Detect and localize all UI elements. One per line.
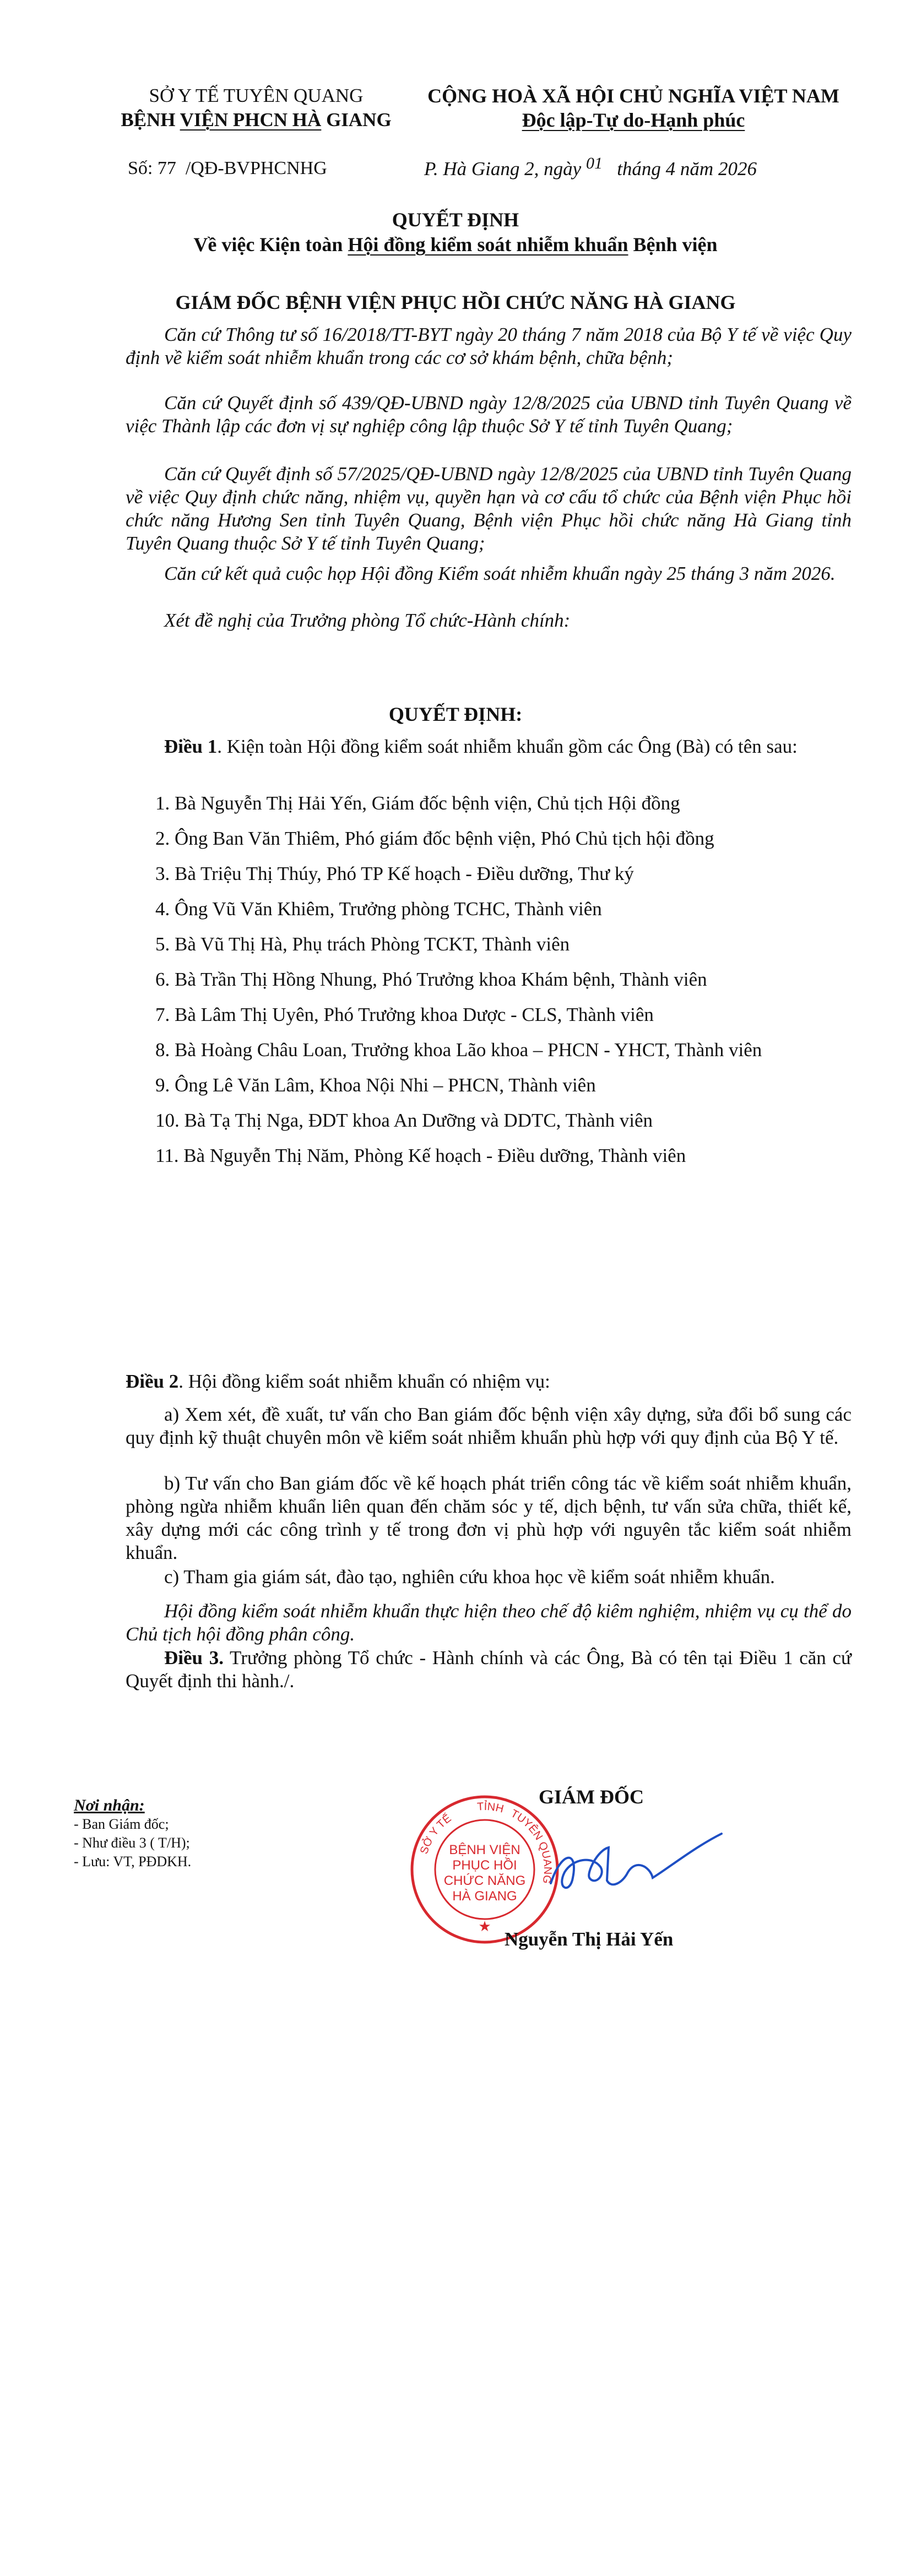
member-list-item: 3. Bà Triệu Thị Thúy, Phó TP Kế hoạch - Điều dưỡng, Thư ký <box>155 863 634 884</box>
member-list-item: 5. Bà Vũ Thị Hà, Phụ trách Phòng TCKT, Thành viên <box>155 933 570 955</box>
stamp-ring-right: TUYÊN QUANG <box>508 1807 554 1885</box>
stamp-ring-top: TỈNH <box>476 1800 505 1816</box>
article-2-item-a: a) Xem xét, đề xuất, tư vấn cho Ban giám đốc bệnh viện xây dựng, sửa đổi bổ sung các quy định kỹ thuật chuyên môn về kiểm soát nhiễm khuẩn phù hợp với quy định của Bộ Y tế. <box>126 1404 852 1448</box>
signer-name: Nguyễn Thị Hải Yến <box>505 1928 674 1950</box>
stamp-star-icon: ★ <box>478 1919 491 1934</box>
signer-title: GIÁM ĐỐC <box>539 1786 644 1808</box>
article-2-note: Hội đồng kiểm soát nhiễm khuẩn thực hiện theo chế độ kiêm nghiệm, nhiệm vụ cụ thể do Chủ tịch hội đồng phân công. <box>126 1600 852 1645</box>
national-header <box>408 84 859 132</box>
preamble-item: Căn cứ Thông tư số 16/2018/TT-BYT ngày 20 tháng 7 năm 2018 của Bộ Y tế về việc Quy định về kiểm soát nhiễm khuẩn trong các cơ sở khám bệnh, chữa bệnh; <box>126 324 852 368</box>
document-date: P. Hà Giang 2, ngày 01 tháng 4 năm 2026 <box>424 154 757 180</box>
issuer-parent-org: SỞ Y TẾ TUYÊN QUANG <box>149 85 364 106</box>
member-list-item: 9. Ông Lê Văn Lâm, Khoa Nội Nhi – PHCN, Thành viên <box>155 1074 596 1096</box>
stamp-line: HÀ GIANG <box>452 1889 517 1904</box>
official-stamp-icon <box>408 1792 562 1947</box>
preamble-item: Căn cứ Quyết định số 439/QĐ-UBND ngày 12/8/2025 của UBND tỉnh Tuyên Quang về việc Thành lập các đơn vị sự nghiệp công lập thuộc Sở Y tế tỉnh Tuyên Quang; <box>126 392 852 437</box>
member-list-item: 7. Bà Lâm Thị Uyên, Phó Trưởng khoa Dược - CLS, Thành viên <box>155 1004 654 1025</box>
preamble-item: Căn cứ Quyết định số 57/2025/QĐ-UBND ngày 12/8/2025 của UBND tỉnh Tuyên Quang về việc Quy định chức năng, nhiệm vụ, quyền hạn và cơ cấu tổ chức của Bệnh viện Phục hồi chức năng Hương Sen tỉnh Tuyên Quang, Bệnh viện Phục hồi chức năng Hà Giang tỉnh Tuyên Quang thuộc Sở Y tế tỉnh Tuyên Quang; <box>126 463 852 554</box>
stamp-line: BỆNH VIỆN <box>449 1843 520 1857</box>
member-list-item: 4. Ông Vũ Văn Khiêm, Trưởng phòng TCHC, Thành viên <box>155 898 602 920</box>
member-list-item: 8. Bà Hoàng Châu Loan, Trưởng khoa Lão khoa – PHCN - YHCT, Thành viên <box>155 1039 762 1061</box>
recipients-block <box>74 1796 338 1871</box>
stamp-line: CHỨC NĂNG <box>443 1873 526 1888</box>
member-list-item: 11. Bà Nguyễn Thị Năm, Phòng Kế hoạch - Điều dưỡng, Thành viên <box>155 1145 686 1166</box>
recipient-item: - Ban Giám đốc; <box>74 1816 169 1832</box>
article-2: Điều 2. Hội đồng kiểm soát nhiễm khuẩn có nhiệm vụ: <box>126 1371 550 1392</box>
signature-stroke <box>551 1834 722 1888</box>
article-1: Điều 1. Kiện toàn Hội đồng kiểm soát nhiễm khuẩn gồm các Ông (Bà) có tên sau: <box>164 736 798 757</box>
recipients-title: Nơi nhận: <box>74 1796 145 1814</box>
recipient-item: - Lưu: VT, PĐDKH. <box>74 1854 192 1869</box>
article-3: Điều 3. Trưởng phòng Tổ chức - Hành chính và các Ông, Bà có tên tại Điều 1 căn cứ Quyết định thi hành./. <box>126 1647 852 1692</box>
member-list-item: 6. Bà Trần Thị Hồng Nhung, Phó Trưởng khoa Khám bệnh, Thành viên <box>155 969 707 990</box>
issuer-org: BỆNH VIỆN PHCN HÀ GIANG <box>121 109 392 131</box>
country-name: CỘNG HOÀ XÃ HỘI CHỦ NGHĨA VIỆT NAM <box>427 85 839 107</box>
stamp-line: PHỤC HỒI <box>452 1858 517 1873</box>
recipient-item: - Như điều 3 ( T/H); <box>74 1835 190 1851</box>
stamp-ring-left: SỞ Y TẾ <box>418 1812 454 1856</box>
date-day: 01 <box>585 154 603 172</box>
member-list-item: 10. Bà Tạ Thị Nga, ĐDT khoa An Dưỡng và DDTC, Thành viên <box>155 1110 653 1131</box>
decides-heading: QUYẾT ĐỊNH: <box>388 703 523 725</box>
handwritten-signature-icon <box>540 1817 727 1911</box>
preamble-item: Căn cứ kết quả cuộc họp Hội đồng Kiểm soát nhiễm khuẩn ngày 25 tháng 3 năm 2026. <box>164 563 836 584</box>
issuer-block <box>94 84 419 132</box>
article-2-item-b: b) Tư vấn cho Ban giám đốc về kế hoạch phát triển công tác về kiểm soát nhiễm khuẩn, phòng ngừa nhiễm khuẩn liên quan đến chăm sóc y tế, dịch bệnh, tư vấn sửa chữa, thiết kế, xây dựng mới các công trình y tế trong đơn vị phù hợp với nguyên tắc kiểm soát nhiễm khuẩn. <box>126 1472 852 1563</box>
preamble-item: Xét đề nghị của Trưởng phòng Tổ chức-Hành chính: <box>164 610 571 631</box>
decision-title: QUYẾT ĐỊNH <box>392 209 519 231</box>
member-list-item: 1. Bà Nguyễn Thị Hải Yến, Giám đốc bệnh viện, Chủ tịch Hội đồng <box>155 792 680 814</box>
document-number: Số: 77 /QĐ-BVPHCNHG <box>128 158 327 178</box>
national-motto: Độc lập-Tự do-Hạnh phúc <box>522 109 745 131</box>
director-heading: GIÁM ĐỐC BỆNH VIỆN PHỤC HỒI CHỨC NĂNG HÀ GIANG <box>175 291 736 313</box>
member-list-item: 2. Ông Ban Văn Thiêm, Phó giám đốc bệnh viện, Phó Chủ tịch hội đồng <box>155 828 714 849</box>
article-2-item-c: c) Tham gia giám sát, đào tạo, nghiên cứu khoa học về kiểm soát nhiễm khuẩn. <box>164 1566 775 1588</box>
decision-subject: Về việc Kiện toàn Hội đồng kiểm soát nhiễm khuẩn Bệnh viện <box>193 233 718 256</box>
